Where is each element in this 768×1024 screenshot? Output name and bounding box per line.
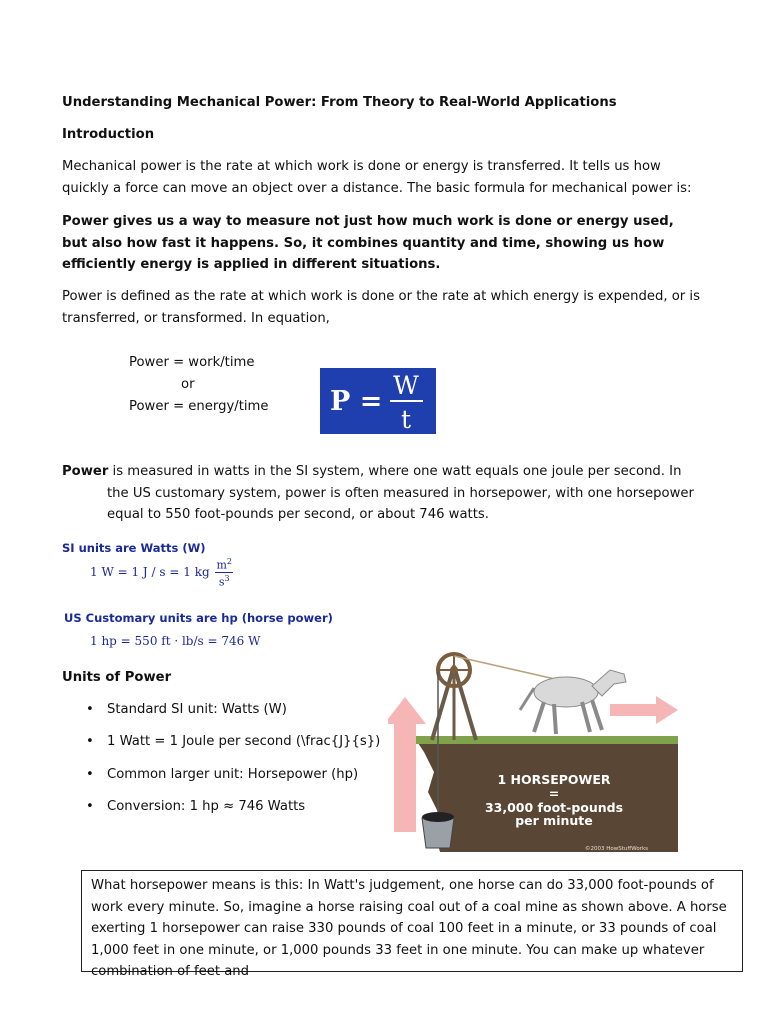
horsepower-illustration: [388, 652, 678, 854]
right-arrow-icon: [610, 696, 678, 724]
definition-paragraph: Power is defined as the rate at which work is done or the rate at which energy is expended, or is transferred, or transformed. In equation,: [62, 289, 700, 326]
horse-icon: [520, 670, 626, 734]
intro-paragraph: Mechanical power is the rate at which work is done or energy is transferred. It tells us how quickly a force can move an object over a distance. The basic formula for mechanical power is:: [62, 159, 692, 196]
si-fraction: $\frac{m^2}{s^3}$: [216, 557, 233, 589]
si-units-heading: SI units are Watts (W): [62, 541, 206, 555]
power-first-line: is measured in watts in the SI system, where one watt equals one joule per second. In: [108, 464, 682, 479]
formula-numerator: W: [393, 371, 419, 400]
bold-summary-paragraph: Power gives us a way to measure not just how much work is done or energy used, but also how fast it happens. So, it combines quantity and time, showing us how efficiently energy is applied in different situations.: [62, 214, 674, 272]
caption-line3: 33,000 foot-pounds: [484, 800, 624, 815]
caption-line4: per minute: [515, 813, 593, 828]
caption-line1: 1 HORSEPOWER: [497, 772, 611, 787]
horsepower-note-text: What horsepower means is this: In Watt's judgement, one horse can do 33,000 foot-pounds of work every minute. So, imagine a horse raising coal out of a coal mine as shown above. A horse exerting 1 horsepower can raise 330 pounds of coal 100 feet in a minute, or 33 pounds of coal 1,000 feet in one minute, or 1,000 pounds 33 feet in one minute. You can make up whatever combination of feet and: [91, 878, 727, 979]
coal-bucket-icon: [422, 818, 454, 848]
power-rest: the US customary system, power is often measured in horsepower, with one horsepower equal to 550 foot-pounds per second, or about 746 watts.: [107, 485, 694, 522]
equation-energy-time: Power = energy/time: [129, 399, 269, 414]
us-units-heading: US Customary units are hp (horse power): [64, 611, 333, 625]
formula-denominator: t: [400, 405, 412, 434]
horsepower-note-box: [81, 870, 743, 979]
formula-lhs: P =: [330, 386, 383, 417]
units-of-power-heading: Units of Power: [62, 670, 172, 685]
equation-or: or: [181, 377, 195, 392]
frame-leg-right: [454, 666, 476, 740]
soil-cliff: [416, 740, 678, 852]
caption-line2: =: [548, 786, 560, 801]
si-equation-text: 1 W = 1 J / s = 1 kg: [90, 565, 210, 580]
introduction-heading: Introduction: [62, 127, 155, 142]
si-units-equation: [90, 556, 233, 588]
frame-leg-left: [432, 666, 454, 740]
us-units-equation: 1 hp = 550 ft · lb/s = 746 W: [90, 634, 261, 648]
up-arrow-icon: [388, 697, 426, 832]
power-units-paragraph: [62, 461, 702, 526]
power-formula-image: [320, 368, 436, 434]
document-title: Understanding Mechanical Power: From Theory to Real-World Applications: [62, 95, 617, 110]
power-bold-lead: Power: [62, 464, 109, 479]
figure-copyright: ©2003 HowStuffWorks: [585, 846, 648, 852]
equation-work-time: Power = work/time: [129, 355, 255, 370]
